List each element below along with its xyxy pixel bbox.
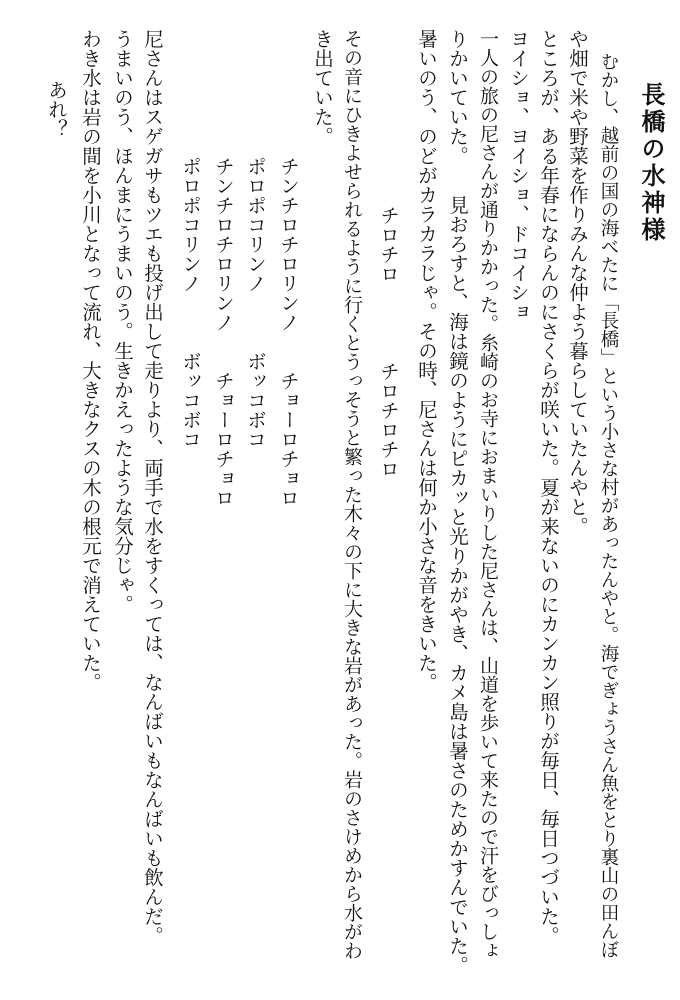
chant-line-3: チンチロチロリンノ チョーロチョロ [212,98,235,508]
story-line-5: 一人の旅の尼さんが通りかかった。糸崎のお寺におまいりした尼さんは、山道を歩いて来たので汗をびっしょ [477,29,499,960]
chant-line-4: ポロポコリンノ ボッコボコ [179,98,202,449]
story-line-14: あれ？ [45,80,68,139]
story-line-11: 尼さんはスゲガサもツエも投げ出して走りより、両手で水をすくっては、なんばいもなんばいも飲んだ。 [141,29,164,946]
story-line-6: りかいていた。 見おろすと、海は鏡のようにピカッと光りかがやき、カメ島は暑さのためかすんでいた。 [446,29,469,975]
chant-line-1: チンチロチロリンノ チョーロチョロ [277,98,300,508]
story-line-1: むかし、越前の国の海べたに「長橋」という小さな村があったんやと。海でぎょうさん魚をとり裏山の田んぼ [598,52,619,959]
story-line-12: うまいのう、ほんまにうまいのう。生きかえったような気分じゃ。 [111,29,134,614]
story-line-7: 暑いのう、のどがカラカラじゃ。その時、尼さんは何か小さな音をきいた。 [415,29,438,692]
chant-line-2: ポロポコリンノ ボッコボコ [244,98,267,449]
story-line-4: ヨイショ、ヨイショ、ドコイショ [507,29,530,322]
story-line-3: ところが、ある年春にならんのにさくらが咲いた。夏が来ないのにカンカン照りが毎日、毎日つづいた。 [537,29,560,946]
story-title: 長橋の水神様 [637,82,666,244]
story-line-10: き出ていた。 [311,29,334,146]
story-line-2: や畑で米や野菜を作りみんな仲よう暮らしていたんやと。 [566,29,589,536]
story-line-13: わき水は岩の間を小川となって流れ、大きなクスの木の根元で消えていた。 [79,29,102,692]
story-line-8: チロチロ チロチロチロ [377,147,400,479]
story-line-9: その音にひきよせられるように行くとうっそうと繁った木々の下に大きな岩があった。岩のさけめから水がわ [341,29,363,960]
